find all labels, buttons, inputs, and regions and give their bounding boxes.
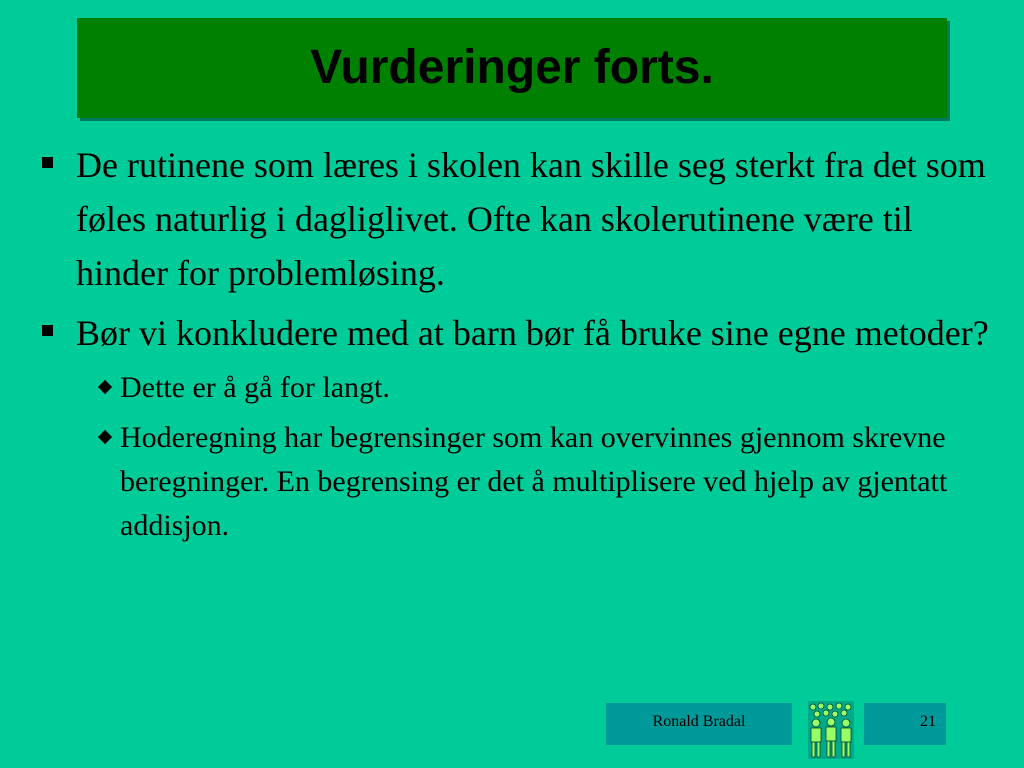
bullet-item (40, 306, 990, 360)
sub-bullet-text: Dette er å gå for langt. (120, 371, 390, 404)
sub-bullet-item (40, 366, 990, 410)
sub-bullet-text: Hoderegning har begrensinger som kan overvinnes gjennom skrevne beregninger. En begrensing er det å multiplisere ved hjelp av gjentatt addisjon. (120, 421, 948, 542)
page-number: 21 (864, 703, 946, 745)
slide-title-box (77, 18, 947, 118)
square-bullet-icon (42, 325, 53, 336)
square-bullet-icon (42, 157, 53, 168)
bullet-text: Bør vi konkludere med at barn bør få bruke sine egne metoder? (76, 313, 989, 353)
footer-author: Ronald Bradal (606, 703, 792, 745)
people-group-icon (808, 701, 854, 759)
slide-body (40, 138, 990, 554)
bullet-text: De rutinene som læres i skolen kan skille seg sterkt fra det som føles naturlig i dagliglivet. Ofte kan skolerutinene være til hinder for problemløsing. (76, 145, 986, 293)
bullet-item (40, 138, 990, 300)
diamond-bullet-icon (98, 380, 112, 394)
sub-bullet-item (40, 416, 990, 548)
slide-title: Vurderinger forts. (310, 40, 714, 94)
diamond-bullet-icon (98, 430, 112, 444)
